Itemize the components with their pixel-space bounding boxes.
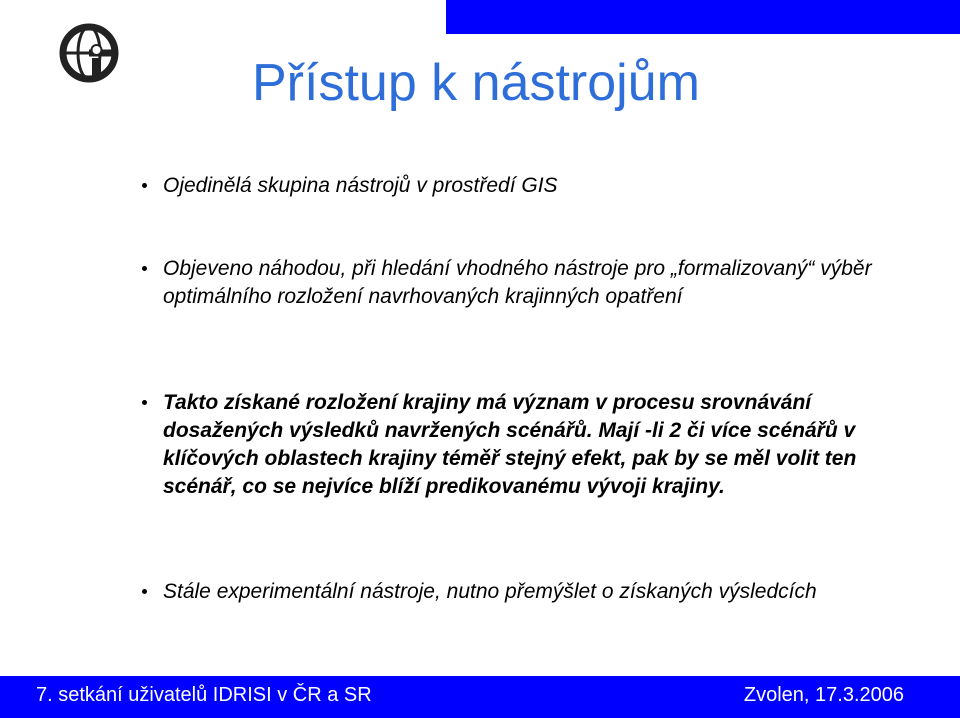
- bullet-dot-icon: [142, 589, 147, 594]
- bullet-dot-icon: [142, 266, 147, 271]
- bullet-text: Stále experimentální nástroje, nutno přemýšlet o získaných výsledcích: [163, 580, 817, 603]
- bullet-item: [163, 389, 923, 501]
- slide-title: Přístup k nástrojům: [252, 54, 700, 112]
- bullet-text: Objeveno náhodou, při hledání vhodného nástroje pro „formalizovaný“ výběr optimálního rozložení navrhovaných krajinných opatření: [163, 257, 872, 308]
- bullet-item: [163, 255, 923, 311]
- footer-event-label: 7. setkání uživatelů IDRISI v ČR a SR: [36, 684, 372, 706]
- bullet-text: Takto získané rozložení krajiny má význam v procesu srovnávání dosažených výsledků navržených scénářů. Mají -li 2 či více scénářů v klíčových oblastech krajiny téměř stejný efekt, pak by se měl volit ten scénář, co se nejvíce blíží predikovanému vývoji krajiny.: [163, 391, 857, 498]
- gis-globe-logo-icon: [58, 22, 120, 84]
- top-accent-bar: [446, 0, 960, 34]
- bullet-dot-icon: [142, 400, 147, 405]
- bullet-text: Ojedinělá skupina nástrojů v prostředí GIS: [163, 174, 558, 197]
- bullet-item: [163, 172, 923, 200]
- footer-bar: [0, 676, 960, 718]
- bullet-item: [163, 578, 923, 606]
- bullet-dot-icon: [142, 183, 147, 188]
- footer-place-date: Zvolen, 17.3.2006: [743, 684, 904, 706]
